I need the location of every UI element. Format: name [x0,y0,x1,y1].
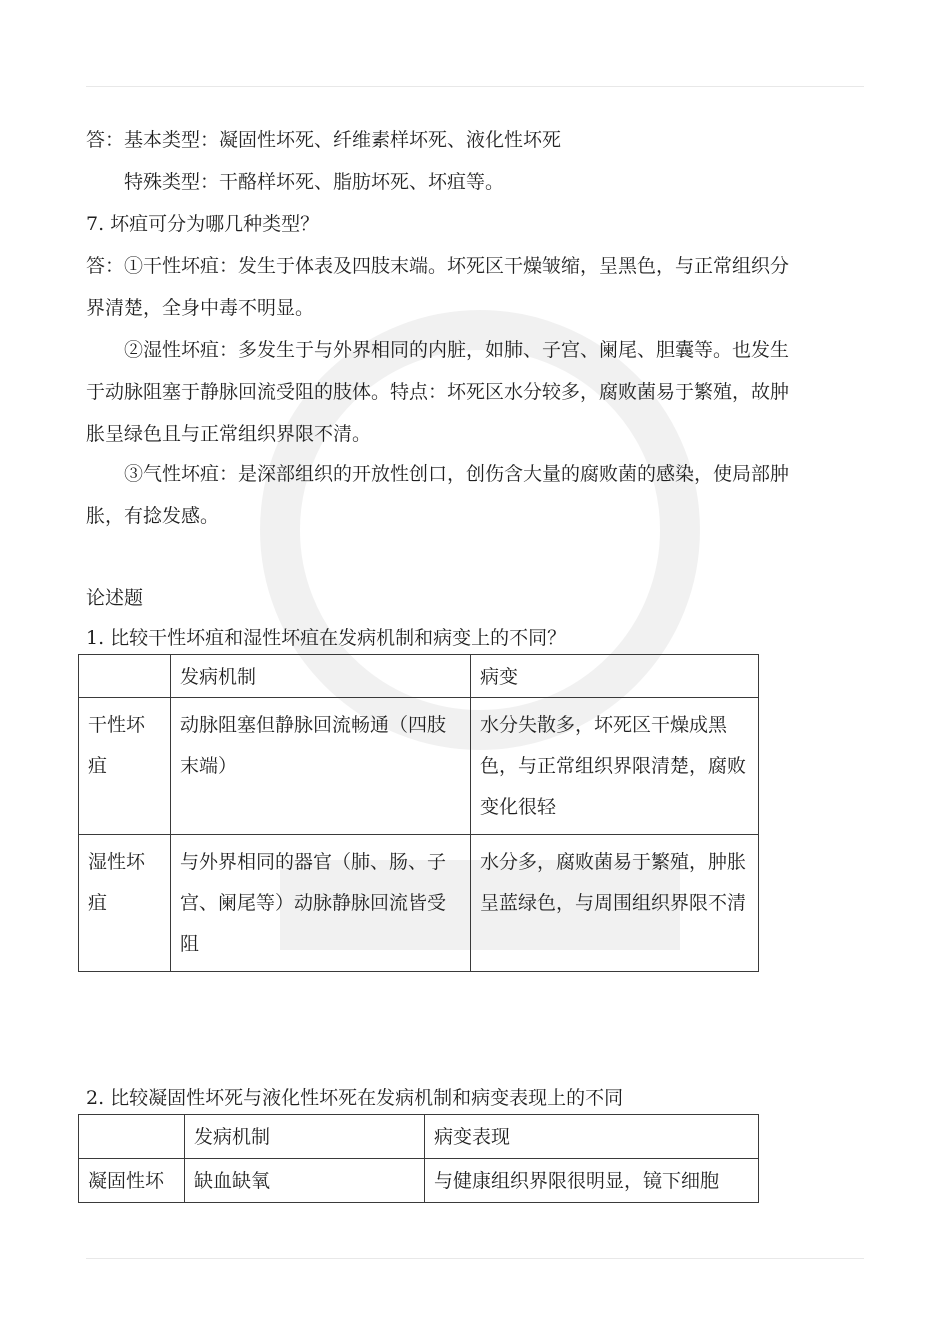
wet-gangrene-line-2: 于动脉阻塞于静脉回流受阻的肢体。特点：坏死区水分较多，腐败菌易于繁殖，故肿 [86,381,790,403]
dry-gangrene-line-2: 界清楚，全身中毒不明显。 [86,297,315,319]
gas-gangrene-line-1: ③气性坏疽：是深部组织的开放性创口，创伤含大量的腐败菌的感染，使局部肿 [124,463,790,485]
table-row [79,698,759,835]
table-header-cell: 病变表现 [425,1115,759,1159]
table-row [79,1159,759,1203]
essay-heading: 论述题 [86,587,144,609]
essay-question-1: 1. 比较干性坏疽和湿性坏疽在发病机制和病变上的不同？ [86,627,567,649]
table-cell-lesion: 水分多，腐败菌易于繁殖，肿胀呈蓝绿色，与周围组织界限不清 [471,835,759,972]
table-header-cell: 病变 [471,655,759,698]
gas-gangrene-line-2: 胀，有捻发感。 [86,505,220,527]
table-header-cell [79,655,171,698]
table-row [79,835,759,972]
answer-special-types: 特殊类型：干酪样坏死、脂肪坏死、坏疽等。 [124,171,505,193]
dry-gangrene-line-1: 答：①干性坏疽：发生于体表及四肢末端。坏死区干燥皱缩，呈黑色，与正常组织分 [86,255,790,277]
footer-rule [86,1258,864,1259]
table-cell-lesion: 水分失散多，坏死区干燥成黑色，与正常组织界限清楚，腐败变化很轻 [471,698,759,835]
table-cell-lesion: 与健康组织界限很明显，镜下细胞 [425,1159,759,1203]
answer-basic-types: 答：基本类型：凝固性坏死、纤维素样坏死、液化性坏死 [86,129,562,151]
table-header-cell: 发病机制 [171,655,471,698]
table-header-cell [79,1115,185,1159]
table-cell-mechanism: 缺血缺氧 [185,1159,425,1203]
table-header-row [79,655,759,698]
table-header-row [79,1115,759,1159]
wet-gangrene-line-3: 胀呈绿色且与正常组织界限不清。 [86,423,372,445]
table-cell-mechanism: 动脉阻塞但静脉回流畅通（四肢末端） [171,698,471,835]
comparison-table-gangrene [78,654,759,972]
comparison-table-necrosis [78,1114,759,1203]
table-cell-name: 湿性坏疽 [79,835,171,972]
header-rule [86,86,864,87]
table-cell-name: 干性坏疽 [79,698,171,835]
essay-question-2: 2. 比较凝固性坏死与液化性坏死在发病机制和病变表现上的不同 [86,1087,624,1109]
question-7: 7. 坏疽可分为哪几种类型？ [86,213,320,235]
table-cell-name: 凝固性坏 [79,1159,185,1203]
table-header-cell: 发病机制 [185,1115,425,1159]
wet-gangrene-line-1: ②湿性坏疽：多发生于与外界相同的内脏，如肺、子宫、阑尾、胆囊等。也发生 [124,339,790,361]
table-cell-mechanism: 与外界相同的器官（肺、肠、子宫、阑尾等）动脉静脉回流皆受阻 [171,835,471,972]
